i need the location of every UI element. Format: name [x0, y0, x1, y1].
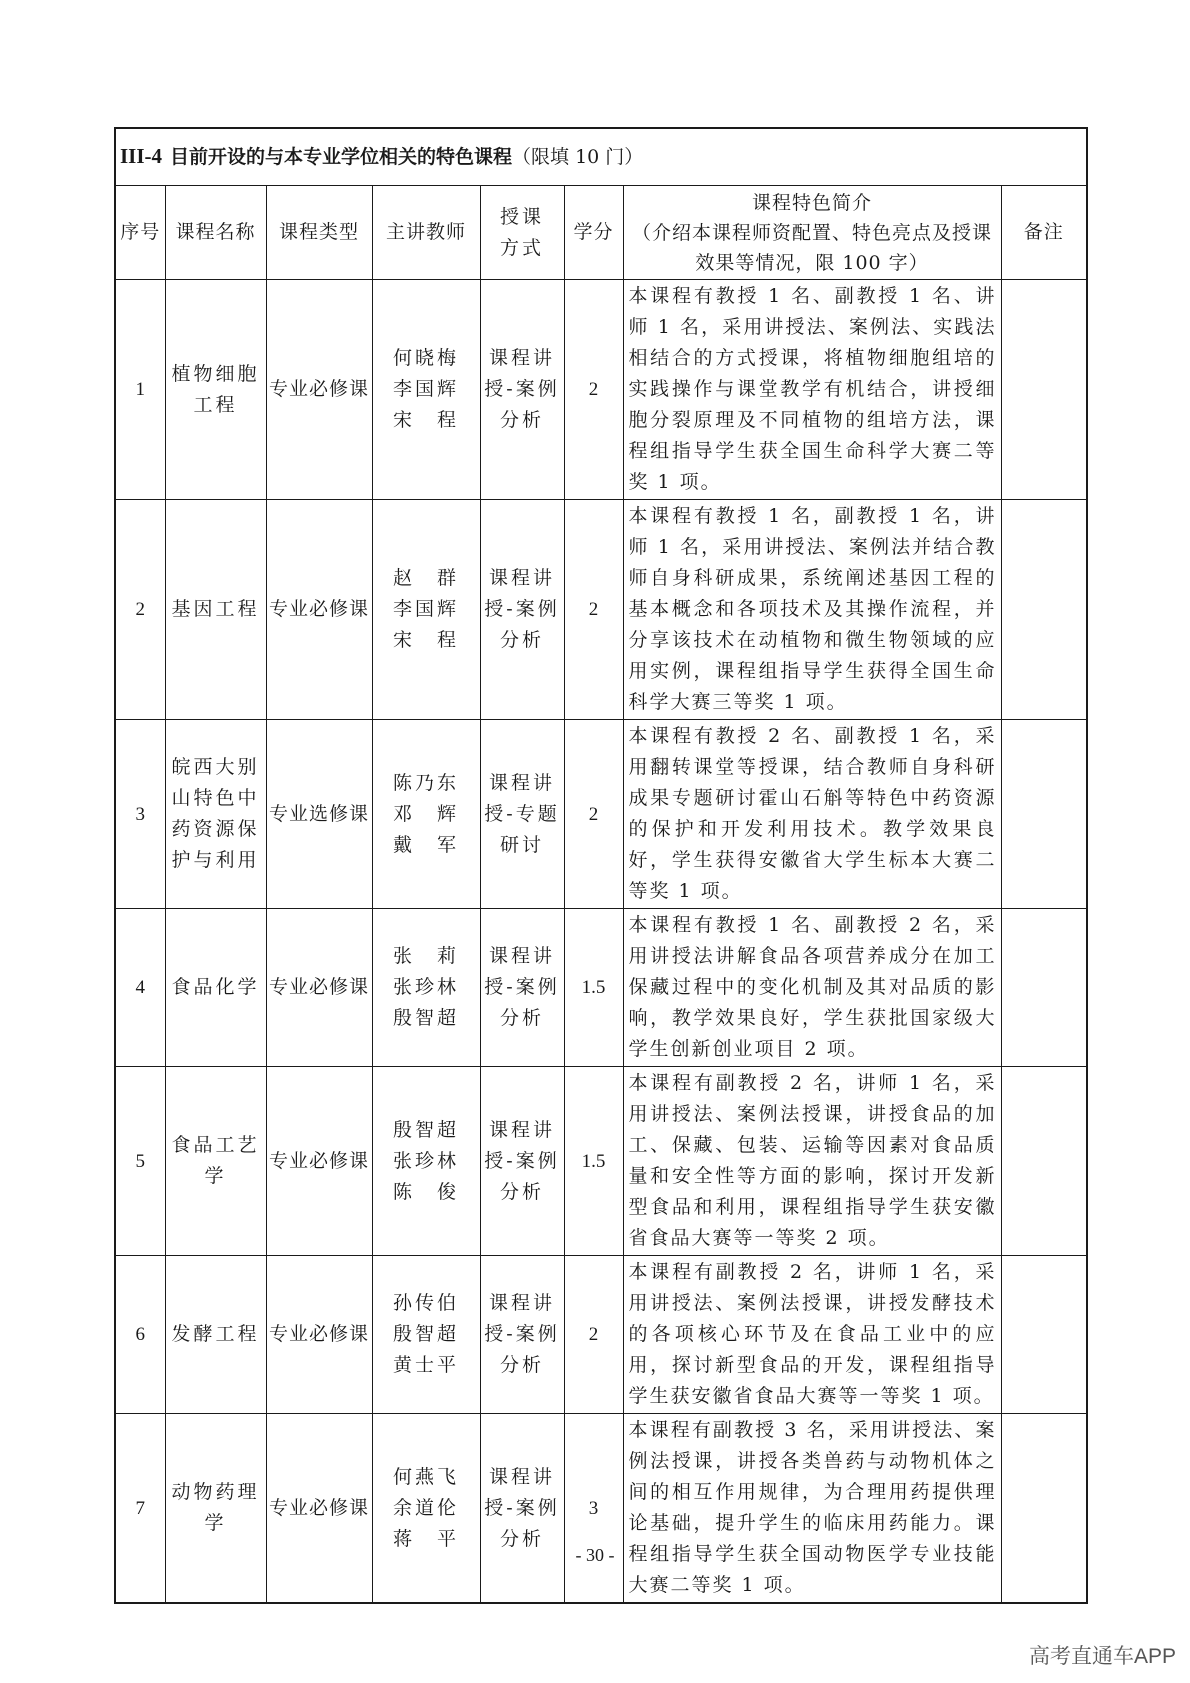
course-name	[165, 1256, 266, 1414]
teacher-name: 孙传伯	[392, 1292, 459, 1314]
remark	[1001, 500, 1087, 720]
row-index: 3	[115, 720, 165, 909]
course-description: 本课程有教授 1 名、副教授 2 名，采用讲授法讲解食品各项营养成分在加工保藏过程中的变化机制及其对品质的影响，教学效果良好，学生获批国家级大学生创新创业项目 2 项。	[623, 909, 1001, 1067]
teaching-mode-line: 分析	[499, 1527, 544, 1550]
teaching-mode-line: 课程讲	[488, 1465, 555, 1488]
teacher-name: 宋 程	[392, 409, 459, 431]
teaching-mode-line: 研讨	[499, 833, 544, 856]
teacher-name: 陈乃东	[392, 771, 459, 794]
header-course-type: 课程类型	[266, 186, 372, 280]
course-name-line: 动物药理	[171, 1481, 260, 1503]
featured-courses-table	[114, 127, 1088, 1604]
remark	[1001, 720, 1087, 909]
teaching-mode-line: 分析	[499, 409, 544, 431]
teaching-mode-line: 授-案例	[484, 1149, 560, 1172]
course-type: 专业必修课	[266, 1256, 372, 1414]
teachers	[372, 909, 480, 1067]
remark	[1001, 280, 1087, 500]
header-desc-line: （介绍本课程师资配置、特色亮点及授课	[631, 221, 992, 244]
teaching-mode-line: 授-案例	[484, 976, 560, 998]
header-credit: 学分	[564, 186, 623, 280]
header-mode-line: 授课	[499, 205, 544, 228]
teaching-mode	[480, 909, 564, 1067]
row-index: 7	[115, 1414, 165, 1604]
teaching-mode-line: 课程讲	[488, 347, 555, 369]
remark	[1001, 1414, 1087, 1604]
course-name	[165, 909, 266, 1067]
section-heading: 目前开设的与本专业学位相关的特色课程	[170, 146, 513, 168]
course-description: 本课程有教授 1 名，副教授 1 名，讲师 1 名，采用讲授法、案例法并结合教师自身科研成果，系统阐述基因工程的基本概念和各项技术及其操作流程，并分享该技术在动植物和微生物领域的应用实例，课程组指导学生获得全国生命科学大赛三等奖 1 项。	[623, 500, 1001, 720]
table-row	[115, 909, 1087, 1067]
teacher-name: 邓 辉	[392, 802, 459, 825]
teacher-name: 何晓梅	[392, 347, 459, 369]
teacher-name: 张珍林	[392, 976, 459, 998]
remark	[1001, 909, 1087, 1067]
teacher-name: 李国辉	[392, 598, 459, 620]
credit: 2	[564, 500, 623, 720]
course-description: 本课程有教授 1 名、副教授 1 名、讲师 1 名，采用讲授法、案例法、实践法相结合的方式授课，将植物细胞组培的实践操作与课堂教学有机结合，讲授细胞分裂原理及不同植物的组培方法，课程组指导学生获全国生命科学大赛二等奖 1 项。	[623, 280, 1001, 500]
course-name-line: 食品工艺	[171, 1134, 260, 1156]
teacher-name: 陈 俊	[392, 1180, 459, 1203]
page-number: - 30 -	[575, 1545, 615, 1565]
table-row	[115, 1067, 1087, 1256]
table-row	[115, 1414, 1087, 1604]
teachers	[372, 1256, 480, 1414]
credit: 2	[564, 720, 623, 909]
teachers	[372, 720, 480, 909]
course-name-line: 药资源保	[171, 818, 260, 840]
header-index: 序号	[115, 186, 165, 280]
teaching-mode-line: 授-案例	[484, 1323, 560, 1345]
course-description: 本课程有副教授 3 名，采用讲授法、案例法授课，讲授各类兽药与动物机体之间的相互作用规律，为合理用药提供理论基础，提升学生的临床用药能力。课程组指导学生获全国动物医学专业技能大赛二等奖 1 项。	[623, 1414, 1001, 1604]
course-name	[165, 1067, 266, 1256]
teacher-name: 殷智超	[392, 1323, 459, 1345]
course-type: 专业必修课	[266, 500, 372, 720]
header-row	[115, 186, 1087, 280]
credit: 3	[564, 1414, 623, 1604]
teaching-mode-line: 授-案例	[484, 1496, 560, 1519]
course-name	[165, 500, 266, 720]
section-title	[115, 128, 1087, 186]
course-name-line: 学	[204, 1165, 227, 1187]
course-name-line: 食品化学	[171, 976, 260, 998]
teacher-name: 黄士平	[392, 1354, 459, 1376]
remark	[1001, 1067, 1087, 1256]
course-type: 专业必修课	[266, 1067, 372, 1256]
teaching-mode-line: 分析	[499, 1007, 544, 1029]
course-name-line: 基因工程	[171, 598, 260, 620]
teacher-name: 赵 群	[392, 567, 459, 589]
teaching-mode	[480, 1414, 564, 1604]
teaching-mode-line: 分析	[499, 1180, 544, 1203]
course-name-line: 山特色中	[171, 787, 260, 809]
header-remark: 备注	[1001, 186, 1087, 280]
watermark-text: 高考直通车APP	[1028, 1645, 1176, 1668]
teaching-mode-line: 课程讲	[488, 1118, 555, 1141]
course-description: 本课程有教授 2 名、副教授 1 名，采用翻转课堂等授课，结合教师自身科研成果专题研讨霍山石斛等特色中药资源的保护和开发利用技术。教学效果良好，学生获得安徽省大学生标本大赛二等奖 1 项。	[623, 720, 1001, 909]
teaching-mode-line: 授-案例	[484, 598, 560, 620]
teaching-mode-line: 课程讲	[488, 771, 555, 794]
header-teacher: 主讲教师	[372, 186, 480, 280]
teacher-name: 张珍林	[392, 1149, 459, 1172]
section-note: （限填 10 门）	[512, 146, 644, 168]
teacher-name: 何燕飞	[392, 1465, 459, 1488]
header-desc-line: 课程特色简介	[751, 191, 872, 214]
header-mode-line: 方式	[499, 236, 544, 259]
table-row	[115, 500, 1087, 720]
table-row	[115, 720, 1087, 909]
teacher-name: 戴 军	[392, 833, 459, 856]
teaching-mode	[480, 1256, 564, 1414]
teachers	[372, 1414, 480, 1604]
course-type: 专业必修课	[266, 280, 372, 500]
teaching-mode-line: 课程讲	[488, 945, 555, 967]
section-title-row	[115, 128, 1087, 186]
course-name-line: 皖西大别	[171, 756, 260, 778]
teacher-name: 李国辉	[392, 378, 459, 400]
course-name	[165, 280, 266, 500]
teaching-mode-line: 授-案例	[484, 378, 560, 400]
teaching-mode-line: 课程讲	[488, 567, 555, 589]
teaching-mode	[480, 500, 564, 720]
course-name-line: 植物细胞	[171, 362, 260, 385]
teaching-mode	[480, 1067, 564, 1256]
course-name-line: 护与利用	[171, 849, 260, 871]
header-course-name: 课程名称	[165, 186, 266, 280]
credit: 2	[564, 280, 623, 500]
teachers	[372, 500, 480, 720]
teaching-mode-line: 分析	[499, 1354, 544, 1376]
teaching-mode-line: 授-专题	[484, 802, 560, 825]
course-type: 专业必修课	[266, 909, 372, 1067]
credit: 1.5	[564, 909, 623, 1067]
teacher-name: 蒋 平	[392, 1527, 459, 1550]
remark	[1001, 1256, 1087, 1414]
row-index: 4	[115, 909, 165, 1067]
teacher-name: 张 莉	[392, 945, 459, 967]
course-type: 专业必修课	[266, 1414, 372, 1604]
course-name-line: 发酵工程	[171, 1323, 260, 1345]
header-teaching-mode	[480, 186, 564, 280]
teachers	[372, 280, 480, 500]
table-row	[115, 1256, 1087, 1414]
section-number: III-4	[120, 144, 163, 168]
teacher-name: 余道伦	[392, 1496, 459, 1519]
row-index: 2	[115, 500, 165, 720]
teaching-mode-line: 分析	[499, 629, 544, 651]
course-type: 专业选修课	[266, 720, 372, 909]
course-name	[165, 720, 266, 909]
course-description: 本课程有副教授 2 名，讲师 1 名，采用讲授法、案例法授课，讲授食品的加工、保藏、包装、运输等因素对食品质量和安全性等方面的影响，探讨开发新型食品和利用，课程组指导学生获安徽省食品大赛等一等奖 2 项。	[623, 1067, 1001, 1256]
course-name-line: 工程	[193, 393, 238, 416]
credit: 2	[564, 1256, 623, 1414]
course-name	[165, 1414, 266, 1604]
header-desc-line: 效果等情况，限 100 字）	[695, 251, 929, 274]
teacher-name: 殷智超	[392, 1007, 459, 1029]
course-name-line: 学	[204, 1512, 227, 1534]
row-index: 1	[115, 280, 165, 500]
row-index: 6	[115, 1256, 165, 1414]
teaching-mode	[480, 720, 564, 909]
teacher-name: 殷智超	[392, 1118, 459, 1141]
teacher-name: 宋 程	[392, 629, 459, 651]
teaching-mode	[480, 280, 564, 500]
row-index: 5	[115, 1067, 165, 1256]
teachers	[372, 1067, 480, 1256]
table-row	[115, 280, 1087, 500]
credit: 1.5	[564, 1067, 623, 1256]
header-description	[623, 186, 1001, 280]
course-description: 本课程有副教授 2 名，讲师 1 名，采用讲授法、案例法授课，讲授发酵技术的各项核心环节及在食品工业中的应用，探讨新型食品的开发，课程组指导学生获安徽省食品大赛等一等奖 1 项。	[623, 1256, 1001, 1414]
teaching-mode-line: 课程讲	[488, 1292, 555, 1314]
